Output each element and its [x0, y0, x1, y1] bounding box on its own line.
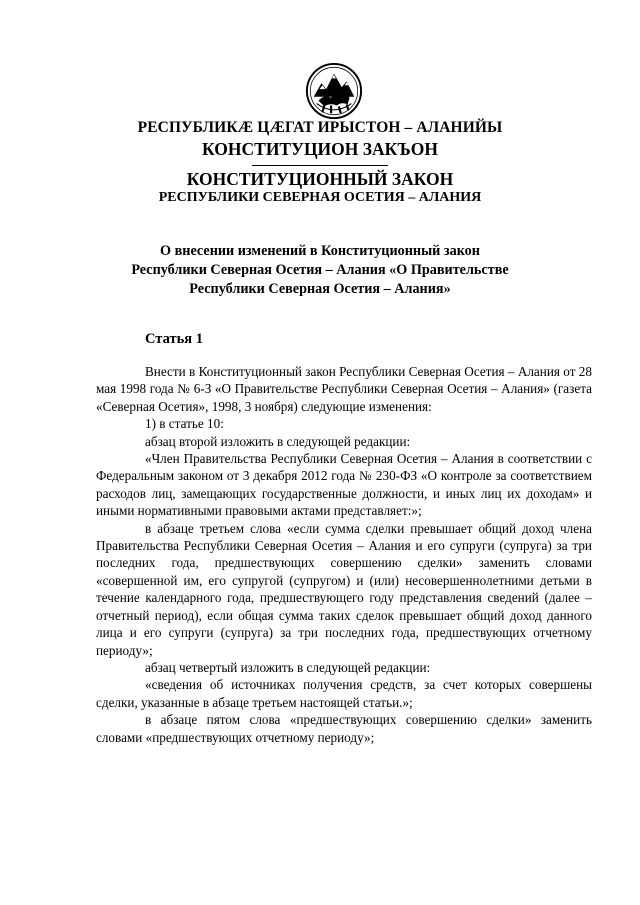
header-divider — [252, 165, 388, 166]
body-paragraph: в абзаце пятом слова «предшествующих совершению сделки» заменить словами «предшествующих отчетному периоду»; — [96, 712, 592, 745]
document-subject — [0, 242, 640, 299]
article-heading: Статья 1 — [145, 331, 203, 347]
ossetian-republic-title: РЕСПУБЛИКӔ ЦӔГАТ ИРЫСТОН – АЛАНИЙЫ — [137, 119, 503, 136]
body-paragraph: абзац второй изложить в следующей редакции: — [145, 433, 411, 449]
ossetian-law-title: КОНСТИТУЦИОН ЗАКЪОН — [202, 139, 438, 159]
article-body — [96, 363, 592, 746]
body-paragraph: абзац четвертый изложить в следующей редакции: — [145, 659, 431, 675]
subject-line: Республики Северная Осетия – Алания» — [189, 281, 451, 297]
body-paragraph: в абзаце третьем слова «если сумма сделки превышает общий доход члена Правительства Республики Северная Осетия – Алания и его супруги (супруга) за три последних года, предшествующих совершению сделки» заменить словами «совершенной им, его супругой (супругом) и (или) несовершеннолетними детьми в течение календарного года, предшествующего году представления сведений (далее – отчетный период), если общая сумма таких сделок превышает общий доход данного лица и его супруги (супруга) за три последних года, предшествующих отчетному периоду»; — [96, 520, 592, 658]
body-paragraph: 1) в статье 10: — [145, 416, 224, 432]
body-paragraph: Внести в Конституционный закон Республики Северная Осетия – Алания от 28 мая 1998 года № 6-З «О Правительстве Республики Северная Осетия – Алания» (газета «Северная Осетия», 1998, 3 ноября) следующие изменения: — [96, 364, 592, 414]
coat-of-arms-icon — [305, 62, 363, 120]
russian-law-title: КОНСТИТУЦИОННЫЙ ЗАКОН — [186, 169, 454, 189]
subject-line: О внесении изменений в Конституционный закон — [160, 243, 480, 259]
russian-republic-title: РЕСПУБЛИКИ СЕВЕРНАЯ ОСЕТИЯ – АЛАНИЯ — [158, 190, 482, 205]
subject-line: Республики Северная Осетия – Алания «О Правительстве — [131, 262, 509, 278]
body-paragraph: «сведения об источниках получения средств, за счет которых совершены сделки, указанные в абзаце третьем настоящей статьи.»; — [96, 677, 592, 710]
body-paragraph: «Член Правительства Республики Северная Осетия – Алания в соответствии с Федеральным законом от 3 декабря 2012 года № 230-ФЗ «О контроле за соответствием расходов лиц, замещающих государственные должности, и иных лиц их доходам» и иными нормативными правовыми актами представляет:»; — [96, 451, 592, 519]
